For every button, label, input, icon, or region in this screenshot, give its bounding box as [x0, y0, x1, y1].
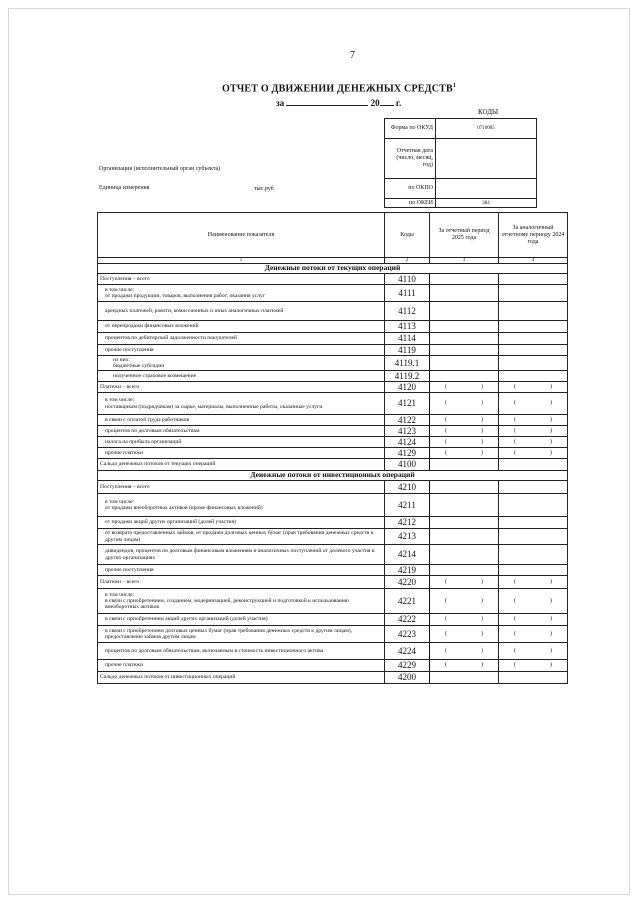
row-indicator-name: прочие поступления — [98, 565, 385, 576]
row-value-previous-period[interactable] — [499, 382, 568, 393]
table-row — [98, 356, 568, 371]
paren-close: ) — [550, 616, 552, 623]
row-code: 4210 — [385, 481, 430, 494]
period-year-blank[interactable] — [380, 96, 394, 106]
row-value-current-period[interactable] — [430, 643, 499, 660]
row-value-current-period[interactable] — [430, 356, 499, 371]
row-value-previous-period[interactable] — [499, 626, 568, 643]
table-row — [98, 285, 568, 302]
period-year-prefix: 20 — [370, 98, 380, 108]
row-value-current-period[interactable] — [430, 321, 499, 333]
row-code: 4224 — [385, 643, 430, 660]
row-value-current-period[interactable] — [430, 274, 499, 285]
row-code: 4129 — [385, 448, 430, 459]
paren-open: ( — [445, 616, 447, 623]
table-row — [98, 321, 568, 333]
row-code: 4212 — [385, 517, 430, 529]
row-value-previous-period[interactable] — [499, 285, 568, 302]
paren-close: ) — [481, 662, 483, 669]
row-code: 4220 — [385, 576, 430, 589]
table-row — [98, 382, 568, 393]
paren-close: ) — [550, 416, 552, 423]
row-value-current-period[interactable] — [430, 565, 499, 576]
paren-close: ) — [550, 400, 552, 407]
header-indicator: Наименование показателя — [98, 213, 385, 258]
row-value-previous-period[interactable] — [499, 614, 568, 626]
row-value-current-period[interactable] — [430, 371, 499, 382]
codes-value-date[interactable] — [436, 139, 537, 179]
row-value-current-period[interactable] — [430, 333, 499, 345]
codes-value-okud[interactable]: 0710005 — [436, 119, 537, 139]
paren-open: ( — [445, 427, 447, 434]
row-indicator-name: полученное страховое возмещение — [98, 371, 385, 382]
row-indicator-name: в связи с оплатой труда работников — [98, 415, 385, 426]
row-value-previous-period[interactable] — [499, 672, 568, 684]
section-title: Денежные потоки от текущих операций — [98, 264, 568, 274]
row-indicator-name: прочие платежи — [98, 660, 385, 672]
page-number: 7 — [350, 50, 355, 61]
table-row — [98, 672, 568, 684]
row-value-current-period[interactable] — [430, 481, 499, 494]
row-indicator-name: процентов по долговым обязательствам, включаемым в стоимость инвестиционного актива — [98, 643, 385, 660]
row-code: 4229 — [385, 660, 430, 672]
table-row — [98, 614, 568, 626]
row-value-previous-period[interactable] — [499, 274, 568, 285]
row-indicator-name: от перепродажи финансовых вложений — [98, 321, 385, 333]
row-code: 4124 — [385, 437, 430, 448]
paren-open: ( — [445, 630, 447, 637]
row-indicator-name: в связи с приобретением долговых ценных бумаг (прав требования денежных средств к другим лицам), предоставление займов другим лицам — [98, 626, 385, 643]
row-indicator-name: в том числе: в связи с приобретением, созданием, модернизацией, реконструкцией и подготовкой к использованию внеоборотных активов — [98, 589, 385, 614]
period-suffix: г. — [395, 98, 402, 108]
row-value-previous-period[interactable] — [499, 494, 568, 517]
row-value-previous-period[interactable] — [499, 302, 568, 321]
paren-open: ( — [514, 616, 516, 623]
row-indicator-name: Платежи – всего — [98, 382, 385, 393]
row-value-current-period[interactable] — [430, 589, 499, 614]
paren-open: ( — [445, 449, 447, 456]
table-row — [98, 494, 568, 517]
paren-close: ) — [481, 647, 483, 654]
table-row — [98, 345, 568, 356]
row-value-previous-period[interactable] — [499, 448, 568, 459]
codes-label-date: Отчетная дата (число, месяц, год) — [385, 139, 436, 179]
row-code: 4120 — [385, 382, 430, 393]
row-indicator-name: Сальдо денежных потоков от текущих операций — [98, 459, 385, 471]
row-value-current-period[interactable] — [430, 459, 499, 471]
paren-open: ( — [445, 383, 447, 390]
row-code: 4110 — [385, 274, 430, 285]
table-row — [98, 517, 568, 529]
row-value-previous-period[interactable] — [499, 565, 568, 576]
paren-open: ( — [445, 597, 447, 604]
row-value-current-period[interactable] — [430, 437, 499, 448]
section-header-row — [98, 264, 568, 274]
row-indicator-name: Поступления – всего — [98, 481, 385, 494]
row-value-current-period[interactable] — [430, 345, 499, 356]
paren-close: ) — [481, 427, 483, 434]
row-indicator-name: дивидендов, процентов по долговым финансовым вложениям и аналогичных поступлений от долевого участия в других организациях — [98, 545, 385, 565]
paren-close: ) — [481, 438, 483, 445]
row-value-previous-period[interactable] — [499, 643, 568, 660]
codes-label-okei: по ОКЕИ — [385, 199, 436, 208]
paren-close: ) — [481, 449, 483, 456]
row-code: 4200 — [385, 672, 430, 684]
row-value-current-period[interactable] — [430, 426, 499, 437]
row-code: 4112 — [385, 302, 430, 321]
row-value-previous-period[interactable] — [499, 371, 568, 382]
paren-open: ( — [514, 427, 516, 434]
unit-value: тыс.руб — [254, 186, 274, 192]
table-row — [98, 415, 568, 426]
codes-label-okpo: по ОКПО — [385, 179, 436, 199]
row-indicator-name: от продажи акций других организаций (долей участия) — [98, 517, 385, 529]
row-value-previous-period[interactable] — [499, 437, 568, 448]
row-value-current-period[interactable] — [430, 614, 499, 626]
column-number: 3 — [430, 258, 499, 264]
report-period — [276, 96, 401, 108]
row-value-previous-period[interactable] — [499, 576, 568, 589]
row-code: 4111 — [385, 285, 430, 302]
table-row — [98, 565, 568, 576]
column-number: 2 — [385, 258, 430, 264]
paren-close: ) — [550, 383, 552, 390]
row-value-previous-period[interactable] — [499, 660, 568, 672]
row-indicator-name: процентов по дебиторской задолженности покупателей — [98, 333, 385, 345]
paren-open: ( — [514, 647, 516, 654]
section-header-row — [98, 471, 568, 481]
row-value-previous-period[interactable] — [499, 481, 568, 494]
paren-close: ) — [481, 630, 483, 637]
header-previous-period: За аналогичный отчетному периоду 2024 года — [499, 213, 568, 258]
row-code: 4213 — [385, 529, 430, 545]
paren-open: ( — [445, 662, 447, 669]
row-code: 4121 — [385, 393, 430, 415]
paren-close: ) — [550, 578, 552, 585]
row-code: 4100 — [385, 459, 430, 471]
row-indicator-name: Сальдо денежных потоков от инвестиционных операций — [98, 672, 385, 684]
row-value-current-period[interactable] — [430, 494, 499, 517]
row-code: 4211 — [385, 494, 430, 517]
row-code: 4214 — [385, 545, 430, 565]
row-indicator-name: арендных платежей, роялти, комиссионных и иных аналогичных платежей — [98, 302, 385, 321]
paren-open: ( — [514, 383, 516, 390]
period-prefix: за — [276, 98, 285, 108]
table-row — [98, 545, 568, 565]
row-indicator-name: в том числе: поставщикам (подрядчикам) за сырье, материалы, выполненные работы, оказанные услуги — [98, 393, 385, 415]
paren-open: ( — [514, 438, 516, 445]
title-footnote: 1 — [452, 83, 457, 89]
codes-value-okpo[interactable] — [436, 179, 537, 199]
table-row — [98, 626, 568, 643]
paren-open: ( — [514, 578, 516, 585]
table-row — [98, 302, 568, 321]
row-value-current-period[interactable] — [430, 672, 499, 684]
row-value-current-period[interactable] — [430, 393, 499, 415]
section-title: Денежные потоки от инвестиционных операций — [98, 471, 568, 481]
table-row — [98, 393, 568, 415]
paren-open: ( — [445, 578, 447, 585]
codes-table — [384, 118, 537, 208]
row-indicator-name: прочие поступления — [98, 345, 385, 356]
table-row — [98, 576, 568, 589]
period-date-blank[interactable] — [286, 96, 368, 106]
row-code: 4123 — [385, 426, 430, 437]
cash-flow-table — [97, 212, 568, 684]
report-title-text: ОТЧЕТ О ДВИЖЕНИИ ДЕНЕЖНЫХ СРЕДСТВ — [222, 83, 453, 95]
row-value-current-period[interactable] — [430, 517, 499, 529]
row-code: 4113 — [385, 321, 430, 333]
row-code: 4219 — [385, 565, 430, 576]
table-row — [98, 333, 568, 345]
paren-close: ) — [481, 597, 483, 604]
row-indicator-name: налога на прибыль организаций — [98, 437, 385, 448]
table-row — [98, 481, 568, 494]
table-row — [98, 643, 568, 660]
paren-open: ( — [514, 662, 516, 669]
paren-open: ( — [445, 647, 447, 654]
row-value-previous-period[interactable] — [499, 517, 568, 529]
row-indicator-name: прочие платежи — [98, 448, 385, 459]
row-code: 4223 — [385, 626, 430, 643]
row-indicator-name: Поступления – всего — [98, 274, 385, 285]
row-value-previous-period[interactable] — [499, 415, 568, 426]
paren-open: ( — [514, 597, 516, 604]
row-indicator-name: Платежи – всего — [98, 576, 385, 589]
codes-header: КОДЫ — [478, 108, 499, 116]
row-value-current-period[interactable] — [430, 626, 499, 643]
row-value-previous-period[interactable] — [499, 321, 568, 333]
row-code: 4119 — [385, 345, 430, 356]
row-indicator-name: в связи с приобретением акций других организаций (долей участия) — [98, 614, 385, 626]
paren-close: ) — [550, 427, 552, 434]
paren-open: ( — [445, 400, 447, 407]
paren-close: ) — [481, 383, 483, 390]
paren-close: ) — [481, 616, 483, 623]
table-row — [98, 437, 568, 448]
row-indicator-name: в том числе: от продажи продукции, товаров, выполнения работ, оказания услуг — [98, 285, 385, 302]
row-value-current-period[interactable] — [430, 448, 499, 459]
row-indicator-name: из них: бюджетные субсидии — [98, 356, 385, 371]
header-current-period: За отчетный период 2025 года — [430, 213, 499, 258]
table-row — [98, 274, 568, 285]
paren-open: ( — [514, 449, 516, 456]
column-number: 1 — [98, 258, 385, 264]
table-row — [98, 459, 568, 471]
organization-label: Организация (исполнительный орган субъекта) — [99, 166, 221, 172]
paren-close: ) — [550, 597, 552, 604]
row-indicator-name: процентов по долговым обязательствам — [98, 426, 385, 437]
paren-close: ) — [481, 578, 483, 585]
row-code: 4122 — [385, 415, 430, 426]
row-value-current-period[interactable] — [430, 302, 499, 321]
row-code: 4119.1 — [385, 356, 430, 371]
table-row — [98, 660, 568, 672]
row-value-previous-period[interactable] — [499, 545, 568, 565]
paren-close: ) — [550, 630, 552, 637]
row-value-current-period[interactable] — [430, 415, 499, 426]
row-value-previous-period[interactable] — [499, 356, 568, 371]
table-row — [98, 371, 568, 382]
report-title — [222, 83, 456, 94]
paren-open: ( — [514, 416, 516, 423]
row-value-previous-period[interactable] — [499, 393, 568, 415]
row-value-current-period[interactable] — [430, 545, 499, 565]
paren-close: ) — [550, 647, 552, 654]
paren-close: ) — [550, 449, 552, 456]
row-code: 4221 — [385, 589, 430, 614]
paren-close: ) — [481, 416, 483, 423]
row-value-current-period[interactable] — [430, 382, 499, 393]
row-code: 4222 — [385, 614, 430, 626]
paren-close: ) — [481, 400, 483, 407]
table-header-row — [98, 213, 568, 258]
table-row — [98, 589, 568, 614]
row-value-current-period[interactable] — [430, 285, 499, 302]
row-value-previous-period[interactable] — [499, 426, 568, 437]
row-value-previous-period[interactable] — [499, 345, 568, 356]
paren-open: ( — [514, 400, 516, 407]
row-value-previous-period[interactable] — [499, 589, 568, 614]
paren-close: ) — [550, 438, 552, 445]
row-value-previous-period[interactable] — [499, 459, 568, 471]
row-code: 4119.2 — [385, 371, 430, 382]
codes-value-okei[interactable]: 384 — [436, 199, 537, 208]
row-value-previous-period[interactable] — [499, 529, 568, 545]
paren-open: ( — [445, 438, 447, 445]
table-row — [98, 448, 568, 459]
header-codes: Коды — [385, 213, 430, 258]
row-code: 4114 — [385, 333, 430, 345]
unit-label: Единица измерения — [99, 185, 150, 191]
table-row — [98, 529, 568, 545]
row-value-current-period[interactable] — [430, 660, 499, 672]
row-indicator-name: в том числе: от продажи внеоборотных активов (кроме финансовых вложений) — [98, 494, 385, 517]
paren-open: ( — [514, 630, 516, 637]
row-value-current-period[interactable] — [430, 576, 499, 589]
paren-open: ( — [445, 416, 447, 423]
row-value-current-period[interactable] — [430, 529, 499, 545]
row-indicator-name: от возврата предоставленных займов, от продажи долговых ценных бумаг (прав требования денежных средств к другим лицам) — [98, 529, 385, 545]
row-value-previous-period[interactable] — [499, 333, 568, 345]
codes-label-okud: Форма по ОКУД — [385, 119, 436, 139]
paren-close: ) — [550, 662, 552, 669]
table-row — [98, 426, 568, 437]
column-number: 4 — [499, 258, 568, 264]
